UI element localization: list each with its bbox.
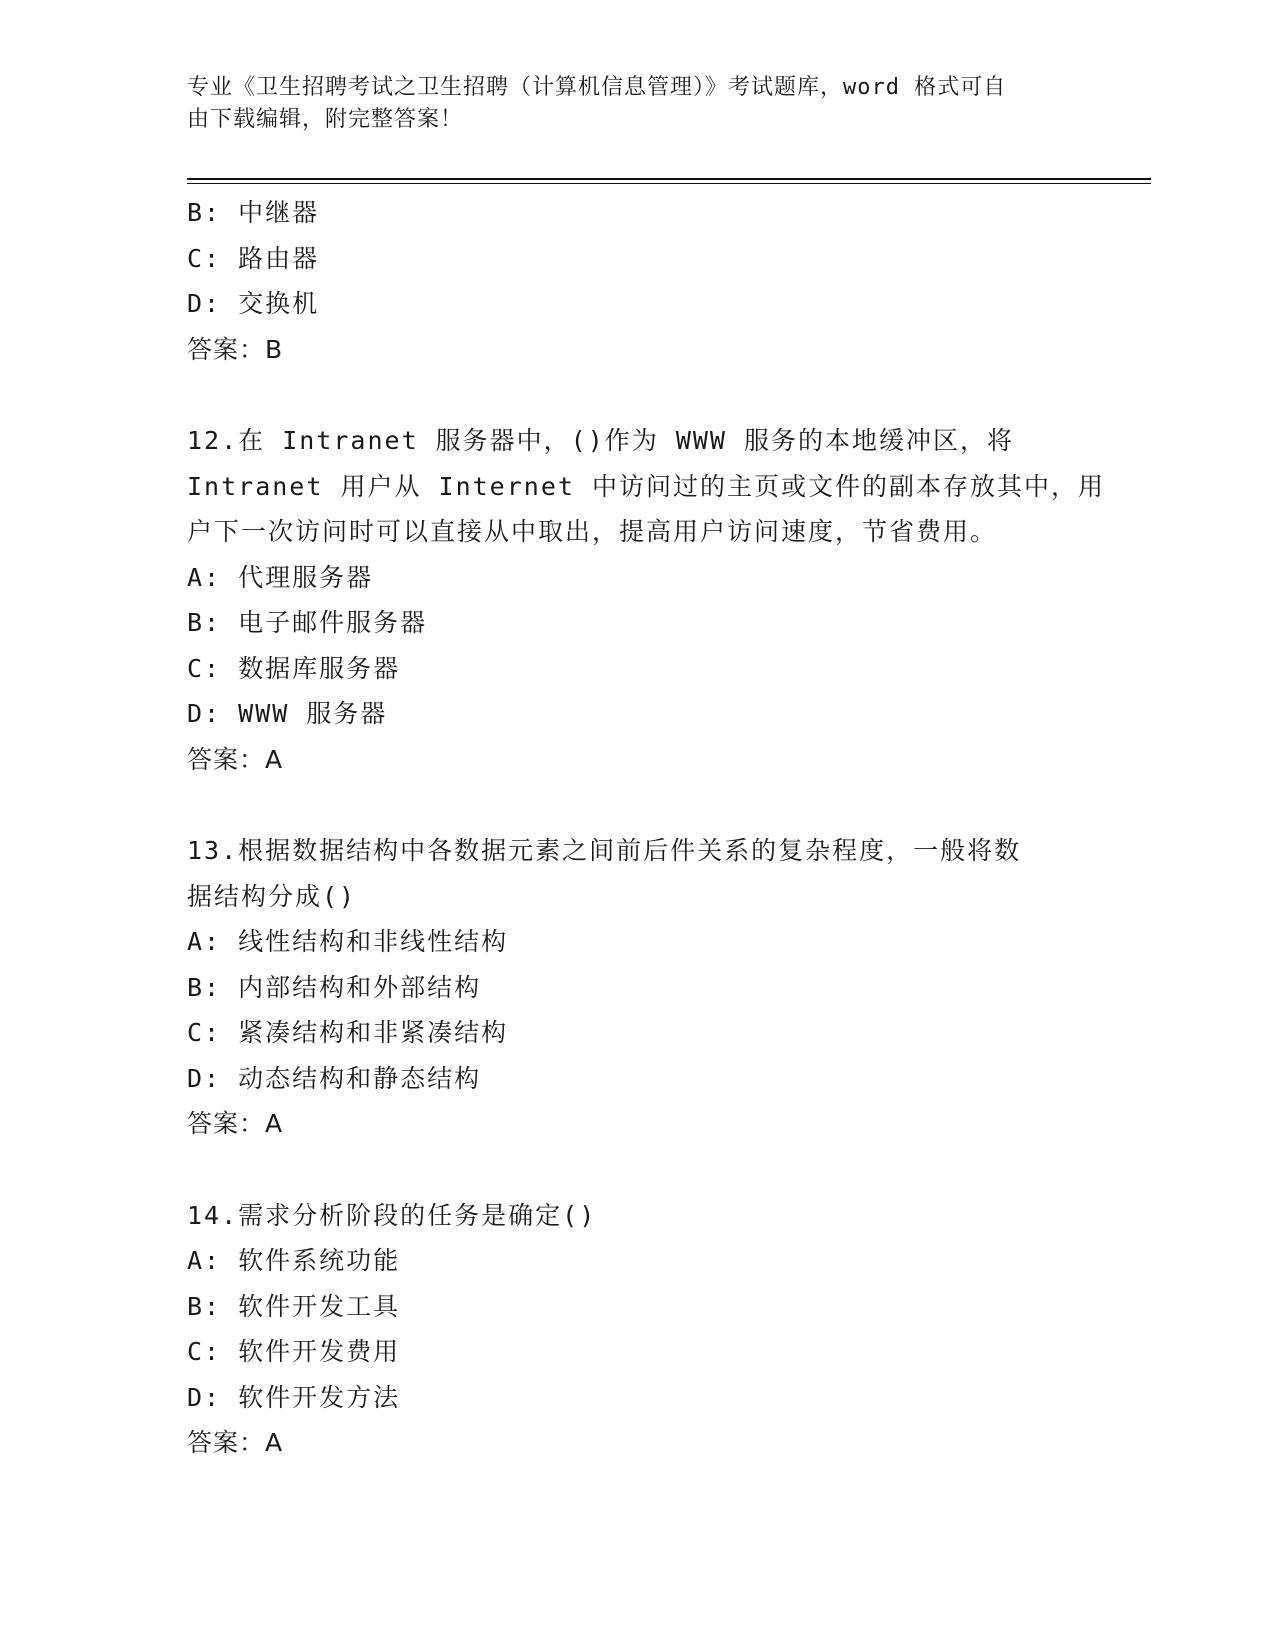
question-11-option-c: C: 路由器: [187, 243, 320, 273]
question-14: [187, 1193, 1087, 1466]
document-header: [187, 72, 1067, 136]
question-11-option-b: B: 中继器: [187, 198, 320, 227]
question-12-stem-line-3: 户下一次访问时可以直接从中取出，提高用户访问速度，节省费用。: [187, 517, 998, 546]
question-12-option-d: D: WWW 服务器: [187, 699, 388, 728]
question-14-option-d: D: 软件开发方法: [187, 1382, 401, 1412]
question-12-answer: 答案：A: [187, 744, 284, 774]
header-divider-thin: [187, 183, 1151, 184]
question-spacer: [187, 782, 1087, 828]
question-14-option-a: A: 软件系统功能: [187, 1246, 401, 1275]
question-11-option-d: D: 交换机: [187, 289, 320, 318]
question-14-option-b: B: 软件开发工具: [187, 1291, 401, 1321]
question-13-stem-line-1: 13.根据数据结构中各数据元素之间前后件关系的复杂程度，一般将数: [187, 836, 1022, 865]
question-13-stem-line-2: 据结构分成(): [187, 881, 357, 911]
question-11-answer: 答案：B: [187, 334, 284, 364]
question-14-answer: 答案：A: [187, 1428, 284, 1457]
question-12-option-c: C: 数据库服务器: [187, 653, 401, 683]
question-13: [187, 828, 1087, 1147]
question-11: [187, 190, 1087, 372]
question-12-stem-line-2: Intranet 用户从 Internet 中访问过的主页或文件的副本存放其中，用: [187, 471, 1105, 501]
question-14-option-c: C: 软件开发费用: [187, 1337, 401, 1366]
header-line-2: 由下载编辑，附完整答案！: [187, 107, 464, 132]
question-13-option-b: B: 内部结构和外部结构: [187, 972, 482, 1002]
question-spacer: [187, 372, 1087, 418]
question-list: [187, 190, 1105, 1466]
header-line-1: 专业《卫生招聘考试之卫生招聘（计算机信息管理）》考试题库，word 格式可自: [187, 75, 1007, 100]
question-12: [187, 418, 1105, 782]
question-spacer: [187, 1147, 1087, 1193]
question-12-option-b: B: 电子邮件服务器: [187, 608, 428, 637]
question-13-option-c: C: 紧凑结构和非紧凑结构: [187, 1018, 509, 1047]
question-12-option-a: A: 代理服务器: [187, 562, 374, 592]
question-13-option-a: A: 线性结构和非线性结构: [187, 927, 509, 956]
question-13-answer: 答案：A: [187, 1109, 284, 1138]
question-14-stem-line-1: 14.需求分析阶段的任务是确定(): [187, 1200, 597, 1230]
question-12-stem-line-1: 12.在 Intranet 服务器中，()作为 WWW 服务的本地缓冲区，将: [187, 426, 1015, 455]
header-divider-thick: [187, 178, 1151, 180]
question-13-option-d: D: 动态结构和静态结构: [187, 1063, 482, 1093]
